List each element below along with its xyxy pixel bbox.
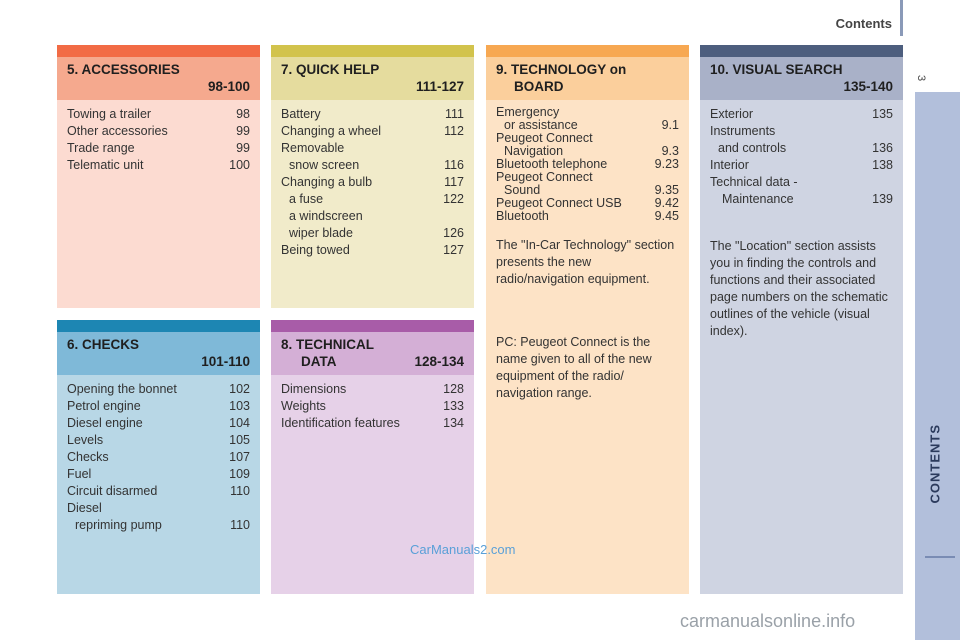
toc-entry[interactable]: Removable (281, 141, 345, 155)
toc-entry[interactable]: Checks 107 (67, 450, 250, 464)
toc-entry[interactable]: Sound 9.35 (504, 183, 679, 197)
page-header-title: Contents (835, 16, 892, 31)
section-note: PC: Peugeot Connect is the name given to all of the new equipment of the radio/ navigation range. (496, 335, 652, 400)
toc-entry[interactable]: Interior 138 (710, 158, 893, 172)
section-title[interactable]: 6. CHECKS (67, 337, 140, 352)
section-title[interactable]: 8. TECHNICAL (281, 337, 375, 352)
toc-entry[interactable]: or assistance 9.1 (504, 118, 679, 132)
toc-entry[interactable]: Dimensions 128 (281, 382, 464, 396)
side-tab-label: CONTENTS (927, 424, 943, 504)
toc-entry[interactable]: Peugeot Connect USB 9.42 (496, 196, 679, 210)
toc-entry[interactable]: Exterior 135 (710, 107, 893, 121)
toc-entry[interactable]: Identification features 134 (281, 416, 464, 430)
toc-entry[interactable]: Towing a trailer 98 (67, 107, 250, 121)
toc-entry[interactable]: and controls 136 (718, 141, 893, 155)
section-title[interactable]: 10. VISUAL SEARCH (710, 62, 843, 77)
toc-entry[interactable]: Opening the bonnet 102 (67, 382, 250, 396)
toc-entry[interactable]: Being towed 127 (281, 243, 464, 257)
toc-entry[interactable]: a fuse 122 (289, 192, 464, 206)
toc-entry[interactable]: snow screen 116 (289, 158, 464, 172)
toc-entry[interactable]: Maintenance 139 (722, 192, 893, 206)
toc-entry[interactable]: Other accessories 99 (67, 124, 250, 138)
header-divider (900, 0, 903, 36)
toc-entry[interactable]: Diesel (67, 501, 102, 515)
section-pages[interactable]: 98-100 (207, 79, 250, 94)
toc-entry[interactable]: a windscreen (289, 209, 363, 223)
section-checks (57, 320, 260, 594)
toc-entry[interactable]: Emergency (496, 105, 560, 119)
toc-entry[interactable]: Battery 111 (281, 107, 464, 121)
toc-entry[interactable]: Peugeot Connect (496, 170, 593, 184)
toc-entry[interactable]: Bluetooth 9.45 (496, 209, 679, 223)
toc-entry[interactable]: Circuit disarmed 110 (67, 484, 250, 498)
toc-entry[interactable]: Changing a wheel 112 (281, 124, 464, 138)
toc-entry[interactable]: Fuel 109 (67, 467, 250, 481)
toc-entry[interactable]: Changing a bulb 117 (281, 175, 464, 189)
toc-entry[interactable]: Bluetooth telephone 9.23 (496, 157, 679, 171)
section-pages[interactable]: 111-127 (415, 79, 464, 94)
section-title[interactable]: 7. QUICK HELP (281, 62, 380, 77)
watermark-footer: carmanualsonline.info (680, 611, 856, 631)
side-tab-divider (925, 556, 955, 558)
section-title[interactable]: 5. ACCESSORIES (67, 62, 180, 77)
section-pages[interactable]: 128-134 (414, 354, 464, 369)
section-title[interactable]: 9. TECHNOLOGY on (496, 62, 627, 77)
toc-entry[interactable]: Technical data - (710, 175, 798, 189)
section-accessories (57, 45, 260, 308)
toc-entry[interactable]: repriming pump 110 (75, 518, 250, 532)
toc-entry[interactable]: Telematic unit 100 (67, 158, 250, 172)
section-title-cont[interactable]: BOARD (514, 79, 564, 94)
section-description: The "In-Car Technology" section presents the new radio/navigation equipment. (496, 238, 675, 286)
section-pages[interactable]: 135-140 (843, 79, 893, 94)
section-pages[interactable]: 101-110 (201, 354, 250, 369)
toc-entry[interactable]: Diesel engine 104 (67, 416, 250, 430)
toc-entry[interactable]: Navigation 9.3 (504, 144, 679, 158)
toc-entry[interactable]: Instruments (710, 124, 776, 138)
toc-entry[interactable]: Peugeot Connect (496, 131, 593, 145)
section-description: The "Location" section assists you in finding the controls and functions and their associated page numbers on the schematic outlines of the vehicle (visual index). (710, 239, 888, 338)
section-technology (486, 45, 689, 594)
toc-entry[interactable]: Weights 133 (281, 399, 464, 413)
watermark-center: CarManuals2.com (410, 542, 516, 557)
toc-entry[interactable]: Trade range 99 (67, 141, 250, 155)
toc-entry[interactable]: Petrol engine 103 (67, 399, 250, 413)
toc-entry[interactable]: Levels 105 (67, 433, 250, 447)
section-visual-search (700, 45, 903, 594)
section-quick-help (271, 45, 474, 308)
section-title-cont[interactable]: DATA (301, 354, 337, 369)
page-number: 3 (915, 74, 928, 82)
toc-entry[interactable]: wiper blade 126 (289, 226, 464, 240)
